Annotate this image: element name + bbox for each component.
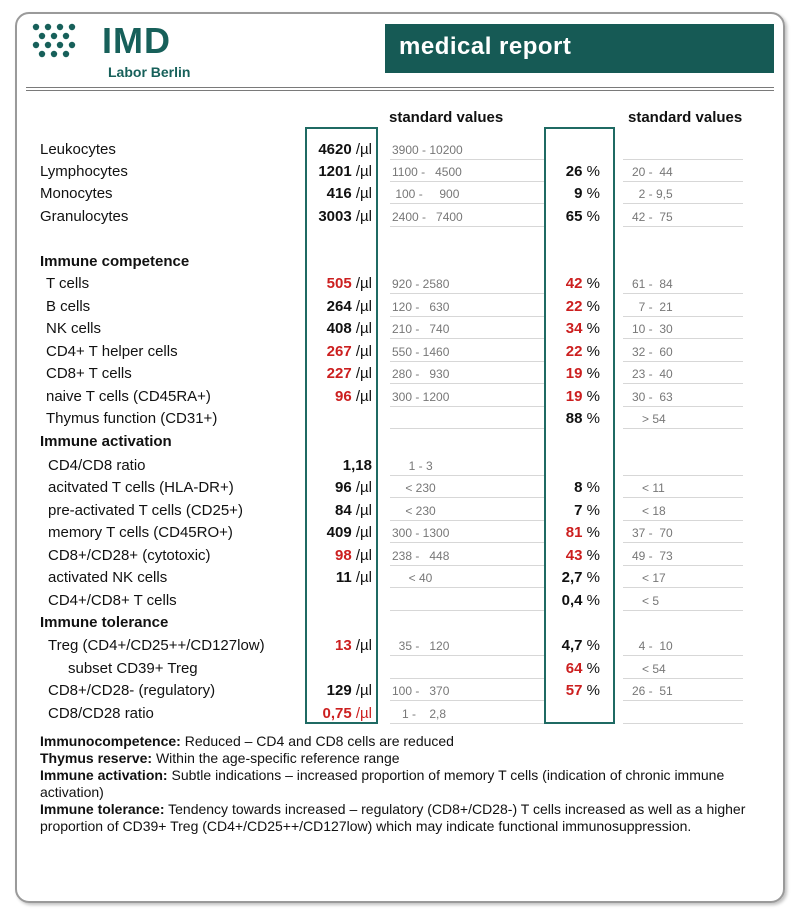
percent-reference: 4 - 10: [632, 639, 673, 653]
percent-value: [566, 343, 600, 360]
absolute-number: 267: [326, 343, 352, 360]
absolute-number: 96: [335, 479, 352, 496]
absolute-number: 98: [335, 547, 352, 564]
percent-value: [566, 547, 600, 564]
parameter-label: memory T cells (CD45RO+): [48, 524, 233, 541]
row-separator: [623, 678, 743, 679]
absolute-unit: /µl: [351, 388, 372, 405]
table-row: [0, 500, 800, 522]
percent-unit: %: [582, 365, 600, 382]
absolute-number: 3003: [318, 208, 352, 225]
absolute-value: [335, 479, 372, 496]
absolute-number: 4620: [318, 141, 352, 158]
row-separator: [390, 293, 544, 294]
percent-value: [574, 479, 600, 496]
percent-value: [566, 298, 600, 315]
absolute-unit: /µl: [351, 547, 372, 564]
row-separator: [390, 406, 544, 407]
percent-unit: %: [582, 298, 600, 315]
row-separator: [390, 361, 544, 362]
row-separator: [623, 428, 743, 429]
table-row: [0, 477, 800, 499]
percent-number: 43: [565, 547, 583, 564]
note-text: Subtle indications – increased proportion of memory T cells (indication of chronic immune activation): [40, 767, 725, 800]
row-separator: [623, 565, 743, 566]
percent-reference: 42 - 75: [632, 210, 673, 224]
absolute-value: [335, 637, 372, 654]
row-separator: [623, 203, 743, 204]
imd-logo: [30, 18, 250, 84]
table-row: [0, 680, 800, 702]
percent-number: 22: [565, 298, 583, 315]
absolute-number: 227: [326, 365, 352, 382]
table-row: [0, 341, 800, 363]
note-text: Reduced – CD4 and CD8 cells are reduced: [180, 733, 454, 749]
percent-unit: %: [582, 547, 600, 564]
percent-number: 0,4: [561, 592, 583, 609]
report-title: medical report: [399, 33, 572, 60]
absolute-value: [336, 569, 372, 586]
parameter-label: acitvated T cells (HLA-DR+): [48, 479, 234, 496]
row-separator: [390, 655, 544, 656]
percent-value: [562, 637, 600, 654]
percent-number: 8: [574, 479, 583, 496]
row-separator: [390, 181, 544, 182]
row-separator: [623, 338, 743, 339]
table-row: [0, 183, 800, 205]
percent-number: 4,7: [561, 637, 583, 654]
absolute-reference: 120 - 630: [392, 300, 450, 314]
table-row: [0, 567, 800, 589]
absolute-number: 416: [326, 185, 352, 202]
absolute-reference: 920 - 2580: [392, 277, 450, 291]
note-paragraph: [40, 733, 760, 750]
row-separator: [390, 226, 544, 227]
table-row: [0, 455, 800, 477]
absolute-unit: /µl: [351, 298, 372, 315]
report-title-banner: [385, 24, 774, 73]
absolute-number: 264: [326, 298, 352, 315]
row-separator: [390, 520, 544, 521]
table-row: [0, 363, 800, 385]
parameter-label: CD4/CD8 ratio: [48, 457, 146, 474]
percent-reference: 37 - 70: [632, 526, 673, 540]
parameter-label: Thymus function (CD31+): [46, 410, 218, 427]
percent-number: 64: [565, 660, 583, 677]
absolute-value: [318, 208, 372, 225]
absolute-reference: 100 - 900: [392, 187, 460, 201]
parameter-label: Treg (CD4+/CD25++/CD127low): [48, 637, 265, 654]
row-separator: [623, 723, 743, 724]
header-rule: [26, 87, 774, 88]
absolute-unit: /µl: [351, 141, 372, 158]
absolute-reference: 35 - 120: [392, 639, 450, 653]
parameter-label: NK cells: [46, 320, 102, 337]
percent-reference: 26 - 51: [632, 684, 673, 698]
absolute-value: [343, 457, 372, 474]
percent-reference: < 54: [632, 662, 666, 676]
absolute-reference: 300 - 1300: [392, 526, 450, 540]
section-row: [0, 251, 800, 273]
row-separator: [623, 542, 743, 543]
absolute-unit: /µl: [351, 275, 372, 292]
percent-unit: %: [582, 592, 600, 609]
parameter-label: CD8+ T cells: [46, 365, 132, 382]
note-label: Immune activation:: [40, 767, 168, 783]
table-row: [0, 296, 800, 318]
parameter-label: CD4+/CD8+ T cells: [48, 592, 177, 609]
absolute-unit: /µl: [351, 320, 372, 337]
percent-reference: 30 - 63: [632, 390, 673, 404]
row-separator: [390, 565, 544, 566]
percent-number: 7: [574, 502, 583, 519]
row-separator: [623, 316, 743, 317]
row-separator: [390, 678, 544, 679]
note-label: Immunocompetence:: [40, 733, 181, 749]
table-row: [0, 635, 800, 657]
percent-unit: %: [582, 275, 600, 292]
absolute-reference: < 230: [392, 504, 436, 518]
percent-reference: 23 - 40: [632, 367, 673, 381]
absolute-reference: < 230: [392, 481, 436, 495]
absolute-number: 13: [335, 637, 352, 654]
percent-number: 34: [565, 320, 583, 337]
absolute-reference: 1 - 3: [392, 459, 433, 473]
header-rule-2: [26, 90, 774, 91]
percent-value: [574, 185, 600, 202]
parameter-label: CD8/CD28 ratio: [48, 705, 154, 722]
parameter-label: B cells: [46, 298, 91, 315]
percent-value: [566, 208, 600, 225]
parameter-label: naive T cells (CD45RA+): [46, 388, 211, 405]
row-separator: [390, 338, 544, 339]
percent-reference: 49 - 73: [632, 549, 673, 563]
note-label: Immune tolerance:: [40, 801, 165, 817]
parameter-label: activated NK cells: [48, 569, 168, 586]
row-separator: [390, 383, 544, 384]
table-row: [0, 318, 800, 340]
percent-reference: 7 - 21: [632, 300, 673, 314]
absolute-value: [327, 524, 372, 541]
absolute-reference: < 40: [392, 571, 433, 585]
row-separator: [623, 226, 743, 227]
percent-number: 22: [565, 343, 583, 360]
absolute-unit: /µl: [351, 479, 372, 496]
section-heading: Immune tolerance: [40, 614, 169, 631]
percent-unit: %: [582, 479, 600, 496]
absolute-unit: /µl: [351, 524, 372, 541]
row-separator: [623, 610, 743, 611]
percent-reference: < 11: [632, 481, 665, 495]
absolute-value: [327, 343, 372, 360]
percent-value: [566, 388, 600, 405]
absolute-number: 0,75: [322, 705, 352, 722]
percent-number: 57: [565, 682, 583, 699]
percent-number: 88: [565, 410, 583, 427]
percent-number: 19: [565, 365, 583, 382]
row-separator: [623, 497, 743, 498]
percent-unit: %: [582, 185, 600, 202]
row-separator: [390, 542, 544, 543]
absolute-reference: 3900 - 10200: [392, 143, 463, 157]
percent-value: [566, 410, 600, 427]
percent-number: 19: [565, 388, 583, 405]
absolute-unit: /µl: [351, 163, 372, 180]
row-separator: [623, 159, 743, 160]
absolute-number: 84: [335, 502, 352, 519]
note-paragraph: [40, 750, 760, 767]
absolute-reference: 238 - 448: [392, 549, 450, 563]
row-separator: [390, 610, 544, 611]
parameter-label: Leukocytes: [40, 141, 116, 158]
table-row: [0, 703, 800, 725]
parameter-label: Lymphocytes: [40, 163, 128, 180]
percent-unit: %: [582, 320, 600, 337]
row-separator: [390, 497, 544, 498]
absolute-value: [327, 185, 372, 202]
percent-unit: %: [582, 208, 600, 225]
logo-name: IMD: [102, 20, 171, 61]
percent-unit: %: [582, 388, 600, 405]
absolute-unit: /µl: [351, 637, 372, 654]
row-separator: [390, 723, 544, 724]
percent-number: 26: [565, 163, 583, 180]
absolute-unit: /µl: [351, 208, 372, 225]
row-separator: [623, 361, 743, 362]
section-heading: Immune activation: [40, 433, 172, 450]
absolute-value: [335, 547, 372, 564]
absolute-number: 96: [335, 388, 352, 405]
percent-value: [566, 524, 600, 541]
row-separator: [390, 428, 544, 429]
absolute-number: 409: [326, 524, 352, 541]
absolute-value: [327, 320, 372, 337]
logo-subtitle: Labor Berlin: [108, 64, 191, 80]
absolute-value: [327, 298, 372, 315]
interpretation-notes: [40, 733, 760, 835]
absolute-value: [327, 275, 372, 292]
row-separator: [623, 587, 743, 588]
percent-value: [566, 682, 600, 699]
row-separator: [390, 159, 544, 160]
absolute-value: [318, 141, 372, 158]
parameter-label: Granulocytes: [40, 208, 129, 225]
absolute-number: 1,18: [342, 457, 372, 474]
row-separator: [623, 475, 743, 476]
absolute-value: [322, 705, 372, 722]
abs-reference-header: standard values: [389, 109, 504, 126]
table-row: [0, 206, 800, 228]
percent-reference: < 5: [632, 594, 660, 608]
parameter-label: CD4+ T helper cells: [46, 343, 178, 360]
absolute-number: 11: [335, 569, 352, 586]
absolute-reference: 100 - 370: [392, 684, 450, 698]
absolute-reference: 2400 - 7400: [392, 210, 463, 224]
table-row: [0, 139, 800, 161]
absolute-value: [335, 388, 372, 405]
table-row: [0, 273, 800, 295]
row-separator: [390, 316, 544, 317]
percent-value: [566, 275, 600, 292]
table-row: [0, 408, 800, 430]
table-row: [0, 386, 800, 408]
absolute-number: 505: [326, 275, 352, 292]
percent-number: 42: [565, 275, 583, 292]
percent-unit: %: [582, 343, 600, 360]
absolute-value: [327, 682, 372, 699]
absolute-number: 129: [326, 682, 352, 699]
percent-reference: < 18: [632, 504, 666, 518]
absolute-value: [318, 163, 372, 180]
percent-value: [562, 569, 600, 586]
note-paragraph: [40, 801, 760, 835]
row-separator: [623, 655, 743, 656]
absolute-reference: 280 - 930: [392, 367, 450, 381]
absolute-number: 408: [326, 320, 352, 337]
table-row: [0, 522, 800, 544]
table-row: [0, 161, 800, 183]
percent-reference: < 17: [632, 571, 666, 585]
absolute-unit: /µl: [351, 185, 372, 202]
absolute-unit: /µl: [351, 682, 372, 699]
percent-reference: 32 - 60: [632, 345, 673, 359]
row-separator: [623, 383, 743, 384]
absolute-number: 1201: [318, 163, 352, 180]
section-row: [0, 431, 800, 453]
parameter-label: CD8+/CD28+ (cytotoxic): [48, 547, 211, 564]
percent-unit: %: [582, 660, 600, 677]
percent-unit: %: [582, 682, 600, 699]
absolute-unit: /µl: [351, 705, 372, 722]
note-text: Within the age-specific reference range: [152, 750, 400, 766]
pct-reference-header: standard values: [628, 109, 743, 126]
percent-number: 81: [565, 524, 583, 541]
note-text: Tendency towards increased – regulatory (CD8+/CD28-) T cells increased as well as a higher proportion of CD39+ Treg (CD4+/CD25++/CD127low) which may indicate functional immunosuppression.: [40, 801, 746, 834]
percent-reference: 61 - 84: [632, 277, 673, 291]
absolute-reference: 300 - 1200: [392, 390, 450, 404]
row-separator: [390, 203, 544, 204]
section-heading: Immune competence: [40, 253, 190, 270]
table-row: [0, 545, 800, 567]
percent-value: [574, 502, 600, 519]
row-separator: [390, 587, 544, 588]
note-paragraph: [40, 767, 760, 801]
percent-reference: 10 - 30: [632, 322, 673, 336]
absolute-unit: /µl: [351, 569, 372, 586]
percent-number: 9: [574, 185, 583, 202]
absolute-reference: 550 - 1460: [392, 345, 450, 359]
absolute-reference: 1100 - 4500: [392, 165, 462, 179]
row-separator: [390, 475, 544, 476]
absolute-unit: /µl: [351, 365, 372, 382]
parameter-label: Monocytes: [40, 185, 113, 202]
percent-unit: %: [582, 502, 600, 519]
percent-number: 65: [565, 208, 583, 225]
percent-reference: 2 - 9,5: [632, 187, 673, 201]
percent-value: [566, 660, 600, 677]
parameter-label: CD8+/CD28- (regulatory): [48, 682, 216, 699]
row-separator: [390, 700, 544, 701]
table-row: [0, 658, 800, 680]
percent-value: [566, 163, 600, 180]
row-separator: [623, 181, 743, 182]
percent-value: [566, 365, 600, 382]
note-label: Thymus reserve:: [40, 750, 153, 766]
absolute-value: [335, 502, 372, 519]
percent-unit: %: [582, 410, 600, 427]
absolute-reference: 210 - 740: [392, 322, 450, 336]
absolute-unit: /µl: [351, 343, 372, 360]
parameter-label: subset CD39+ Treg: [68, 660, 198, 677]
row-separator: [623, 520, 743, 521]
absolute-value: [327, 365, 372, 382]
percent-value: [562, 592, 600, 609]
row-separator: [623, 406, 743, 407]
percent-value: [566, 320, 600, 337]
parameter-label: pre-activated T cells (CD25+): [48, 502, 243, 519]
percent-unit: %: [582, 637, 600, 654]
absolute-reference: 1 - 2,8: [392, 707, 447, 721]
table-row: [0, 590, 800, 612]
row-separator: [623, 700, 743, 701]
parameter-label: T cells: [46, 275, 90, 292]
percent-number: 2,7: [561, 569, 583, 586]
logo-dots-icon: [30, 22, 90, 62]
percent-unit: %: [582, 524, 600, 541]
section-row: [0, 612, 800, 634]
percent-unit: %: [582, 163, 600, 180]
percent-unit: %: [582, 569, 600, 586]
absolute-unit: /µl: [351, 502, 372, 519]
row-separator: [623, 293, 743, 294]
percent-reference: > 54: [632, 412, 666, 426]
percent-reference: 20 - 44: [632, 165, 673, 179]
